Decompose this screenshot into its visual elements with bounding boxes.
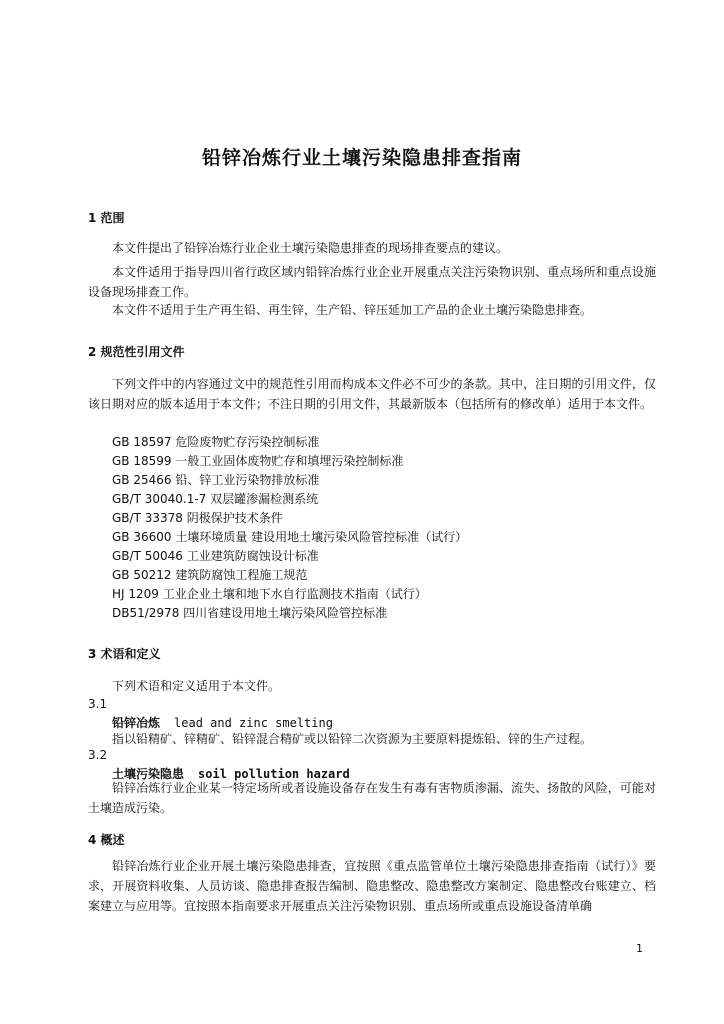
section-2-intro: 下列文件中的内容通过文中的规范性引用而构成本文件必不可少的条款。其中，注日期的引用文件，仅该日期对应的版本适用于本文件；不注日期的引用文件，其最新版本（包括所有的修改单）适用于本文件。 [88,377,656,411]
section-3-intro: 下列术语和定义适用于本文件。 [112,679,281,693]
section-4-heading: 4 概述 [88,833,125,847]
section-1-paragraph-1: 本文件提出了铅锌冶炼行业企业土壤污染隐患排查的现场排查要点的建议。 [112,241,509,255]
reference-item: HJ 1209 工业企业土壤和地下水自行监测技术指南（试行） [112,587,427,601]
term-chinese: 铅锌冶炼 [112,716,161,730]
reference-item: GB 50212 建筑防腐蚀工程施工规范 [112,568,308,582]
reference-item: GB/T 30040.1-7 双层罐渗漏检测系统 [112,492,319,506]
reference-item: GB/T 33378 阴极保护技术条件 [112,511,283,525]
term-english: lead and zinc smelting [174,716,333,730]
reference-item: GB 36600 土壤环境质量 建设用地土壤污染风险管控标准（试行） [112,530,468,544]
term-chinese: 土壤污染隐患 [112,767,185,781]
term-number: 3.1 [88,697,108,711]
section-1-paragraph-3: 本文件不适用于生产再生铅、再生锌，生产铅、锌压延加工产品的企业土壤污染隐患排查。 [112,303,593,317]
reference-item: GB 18597 危险废物贮存污染控制标准 [112,435,320,449]
term-english: soil pollution hazard [198,767,350,781]
term-definition: 指以铅精矿、锌精矿、铅锌混合精矿或以铅锌二次资源为主要原料提炼铅、锌的生产过程。 [112,732,593,746]
term-number: 3.2 [88,748,108,762]
reference-item: GB 25466 铅、锌工业污染物排放标准 [112,473,320,487]
section-1-heading: 1 范围 [88,211,125,225]
section-1-paragraph-2: 本文件适用于指导四川省行政区域内铅锌冶炼行业企业开展重点关注污染物识别、重点场所和重点设施设备现场排查工作。 [88,265,656,299]
page-number: 1 [636,942,643,955]
term-definition: 铅锌冶炼行业企业某一特定场所或者设施设备存在发生有毒有害物质渗漏、流失、扬散的风险，可能对土壤造成污染。 [88,781,656,815]
reference-item: GB/T 50046 工业建筑防腐蚀设计标准 [112,549,319,563]
reference-item: GB 18599 一般工业固体废物贮存和填埋污染控制标准 [112,454,404,468]
section-3-heading: 3 术语和定义 [88,647,161,661]
document-title: 铅锌冶炼行业土壤污染隐患排查指南 [201,147,522,169]
section-4-paragraph: 铅锌冶炼行业企业开展土壤污染隐患排查，宜按照《重点监管单位土壤污染隐患排查指南（试行）》要求，开展资料收集、人员访谈、隐患排查报告编制、隐患整改、隐患整改方案制定、隐患整改台账建立、档案建立与应用等。宜按照本指南要求开展重点关注污染物识别、重点场所或重点设施设备清单确 [88,859,656,913]
section-2-heading: 2 规范性引用文件 [88,345,185,359]
reference-item: DB51/2978 四川省建设用地土壤污染风险管控标准 [112,606,388,620]
reference-list [112,433,467,623]
